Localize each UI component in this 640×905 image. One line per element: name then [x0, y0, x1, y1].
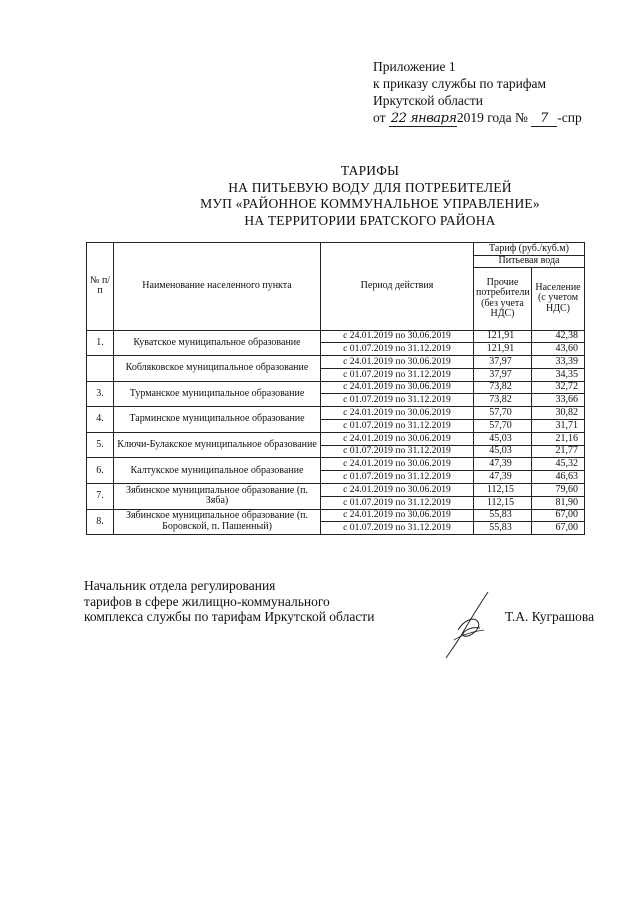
other-consumers-value: 73,82	[474, 394, 532, 407]
header-other: Прочие потребители (без учета НДС)	[474, 267, 532, 330]
period-cell: с 24.01.2019 по 30.06.2019	[321, 381, 474, 394]
table-row	[87, 356, 585, 369]
settlement-name: Кобляковское муниципальное образование	[114, 356, 321, 382]
header-population: Население (с учетом НДС)	[532, 267, 585, 330]
other-consumers-value: 55,83	[474, 522, 532, 535]
tariffs-table	[86, 242, 585, 535]
row-number: 1.	[87, 330, 114, 356]
period-cell: с 24.01.2019 по 30.06.2019	[321, 458, 474, 471]
header-period: Период действия	[321, 243, 474, 331]
settlement-name: Зябинское муниципальное образование (п. Зяба)	[114, 484, 321, 510]
population-value: 33,66	[532, 394, 585, 407]
appendix-block	[373, 58, 623, 127]
period-cell: с 24.01.2019 по 30.06.2019	[321, 330, 474, 343]
date-prefix: от	[373, 110, 386, 125]
period-cell: с 24.01.2019 по 30.06.2019	[321, 407, 474, 420]
settlement-name: Ключи-Булакское муниципальное образование	[114, 432, 321, 458]
footer-block	[84, 578, 424, 625]
title-line-4: НА ТЕРРИТОРИИ БРАТСКОГО РАЙОНА	[244, 212, 496, 228]
other-consumers-value: 37,97	[474, 356, 532, 369]
population-value: 34,35	[532, 368, 585, 381]
header-name: Наименование населенного пункта	[114, 243, 321, 331]
other-consumers-value: 45,03	[474, 445, 532, 458]
population-value: 79,60	[532, 484, 585, 497]
other-consumers-value: 45,03	[474, 432, 532, 445]
footer-line-1: Начальник отдела регулирования	[84, 578, 276, 593]
population-value: 43,60	[532, 343, 585, 356]
row-number: 5.	[87, 432, 114, 458]
table-row	[87, 509, 585, 522]
population-value: 33,39	[532, 356, 585, 369]
other-consumers-value: 47,39	[474, 458, 532, 471]
table-body	[87, 330, 585, 535]
signature-image	[440, 590, 500, 660]
appendix-line-1: Приложение 1	[373, 59, 456, 74]
date-suffix: 2019 года №	[456, 110, 528, 125]
period-cell: с 24.01.2019 по 30.06.2019	[321, 356, 474, 369]
header-water: Питьевая вода	[474, 256, 585, 268]
table-row	[87, 458, 585, 471]
table-row	[87, 484, 585, 497]
other-consumers-value: 37,97	[474, 368, 532, 381]
row-number	[87, 356, 114, 382]
population-value: 32,72	[532, 381, 585, 394]
period-cell: с 01.07.2019 по 31.12.2019	[321, 445, 474, 458]
other-consumers-value: 121,91	[474, 330, 532, 343]
header-tariff: Тариф (руб./куб.м)	[474, 243, 585, 256]
table-row	[87, 407, 585, 420]
footer-line-3: комплекса службы по тарифам Иркутской области	[84, 609, 375, 624]
row-number: 4.	[87, 407, 114, 433]
population-value: 46,63	[532, 471, 585, 484]
title-line-1: ТАРИФЫ	[340, 163, 400, 178]
period-cell: с 01.07.2019 по 31.12.2019	[321, 343, 474, 356]
other-consumers-value: 47,39	[474, 471, 532, 484]
table-row	[87, 381, 585, 394]
other-consumers-value: 121,91	[474, 343, 532, 356]
period-cell: с 01.07.2019 по 31.12.2019	[321, 522, 474, 535]
table-row	[87, 432, 585, 445]
period-cell: с 24.01.2019 по 30.06.2019	[321, 432, 474, 445]
document-title	[150, 163, 590, 229]
other-consumers-value: 112,15	[474, 484, 532, 497]
signer-name: Т.А. Куграшова	[505, 609, 595, 624]
population-value: 45,32	[532, 458, 585, 471]
population-value: 67,00	[532, 522, 585, 535]
appendix-date-line	[373, 109, 623, 127]
row-number: 3.	[87, 381, 114, 407]
handwritten-number: 7	[531, 112, 557, 127]
table-row	[87, 330, 585, 343]
population-value: 21,77	[532, 445, 585, 458]
row-number: 6.	[87, 458, 114, 484]
settlement-name: Калтукское муниципальное образование	[114, 458, 321, 484]
population-value: 67,00	[532, 509, 585, 522]
header-num: № п/п	[87, 243, 114, 331]
period-cell: с 01.07.2019 по 31.12.2019	[321, 420, 474, 433]
settlement-name: Тарминское муниципальное образование	[114, 407, 321, 433]
population-value: 42,38	[532, 330, 585, 343]
period-cell: с 01.07.2019 по 31.12.2019	[321, 471, 474, 484]
appendix-line-2: к приказу службы по тарифам	[373, 76, 547, 91]
other-consumers-value: 55,83	[474, 509, 532, 522]
appendix-line-3: Иркутской области	[373, 93, 484, 108]
population-value: 81,90	[532, 496, 585, 509]
settlement-name: Турманское муниципальное образование	[114, 381, 321, 407]
period-cell: с 01.07.2019 по 31.12.2019	[321, 394, 474, 407]
population-value: 30,82	[532, 407, 585, 420]
settlement-name: Зябинское муниципальное образование (п. Боровской, п. Пашенный)	[114, 509, 321, 535]
population-value: 21,16	[532, 432, 585, 445]
title-line-3: МУП «РАЙОННОЕ КОММУНАЛЬНОЕ УПРАВЛЕНИЕ»	[200, 196, 540, 211]
period-cell: с 01.07.2019 по 31.12.2019	[321, 368, 474, 381]
number-suffix: -спр	[557, 110, 582, 125]
footer-line-2: тарифов в сфере жилищно-коммунального	[84, 593, 330, 609]
other-consumers-value: 112,15	[474, 496, 532, 509]
period-cell: с 01.07.2019 по 31.12.2019	[321, 496, 474, 509]
title-line-2: НА ПИТЬЕВУЮ ВОДУ ДЛЯ ПОТРЕБИТЕЛЕЙ	[228, 179, 512, 195]
handwritten-date: 22 января	[390, 111, 457, 126]
other-consumers-value: 73,82	[474, 381, 532, 394]
settlement-name: Куватское муниципальное образование	[114, 330, 321, 356]
other-consumers-value: 57,70	[474, 407, 532, 420]
population-value: 31,71	[532, 420, 585, 433]
row-number: 8.	[87, 509, 114, 535]
row-number: 7.	[87, 484, 114, 510]
period-cell: с 24.01.2019 по 30.06.2019	[321, 484, 474, 497]
period-cell: с 24.01.2019 по 30.06.2019	[321, 509, 474, 522]
other-consumers-value: 57,70	[474, 420, 532, 433]
